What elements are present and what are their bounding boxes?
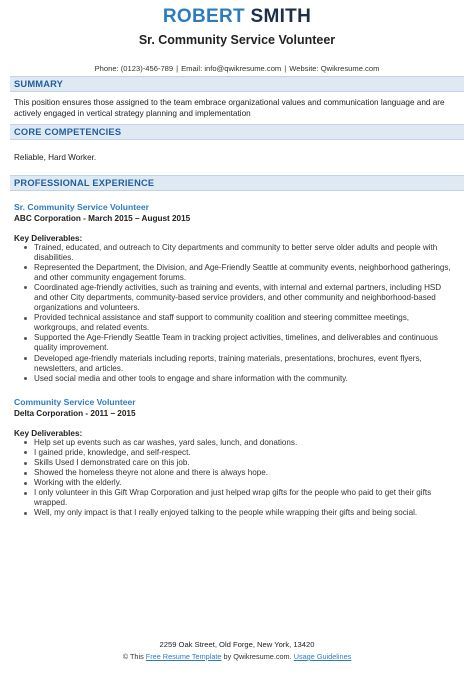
key-deliverables-label-1: Key Deliverables: [14, 233, 83, 243]
list-item: Trained, educated, and outreach to City departments and community to better serve older adults and people with disabilities. [34, 243, 454, 263]
key-deliverables-label-2: Key Deliverables: [14, 428, 83, 438]
list-item: Represented the Department, the Division, and Age-Friendly Seattle at community events, neighborhood gatherings, and other community engagement forums. [34, 263, 454, 283]
job-title-2: Community Service Volunteer [14, 396, 136, 407]
list-item: Coordinated age-friendly activities, such as training and events, with internal and external partners, including HSD and other City departments, community-based service providers, and other community and neighborhood-based organizations and volunteers. [34, 283, 454, 313]
section-heading-experience: PROFESSIONAL EXPERIENCE [10, 175, 464, 191]
contact-line [0, 64, 474, 73]
footer [0, 640, 474, 661]
deliverables-list-1 [0, 243, 474, 384]
summary-text: This position ensures those assigned to the team embrace organizational values and communication language and are actively engaged in vertical strategy planning and implementation [14, 98, 445, 118]
section-heading-summary: SUMMARY [10, 76, 464, 92]
job-title-1: Sr. Community Service Volunteer [14, 201, 149, 212]
first-name: ROBERT [162, 6, 245, 27]
list-item: I only volunteer in this Gift Wrap Corporation and just helped wrap gifts for the people who paid to get their gifts wrapped. [34, 488, 454, 508]
resume-title: Sr. Community Service Volunteer [138, 33, 336, 47]
job-company-2: Delta Corporation - 2011 – 2015 [14, 408, 136, 418]
list-item: Working with the elderly. [34, 478, 454, 488]
list-item: Provided technical assistance and staff support to community coalition and steering committee meetings, workgroups, and related events. [34, 313, 454, 333]
footer-credits [0, 652, 474, 661]
list-item: Skills Used I demonstrated care on this job. [34, 458, 454, 468]
list-item: Help set up events such as car washes, yard sales, lunch, and donations. [34, 438, 454, 448]
deliverables-list-2 [0, 438, 474, 519]
phone: Phone: (0123)-456-789 [94, 64, 174, 73]
candidate-name [0, 6, 474, 28]
resume-page [0, 6, 474, 676]
list-item: Used social media and other tools to engage and share information with the community. [34, 374, 454, 384]
list-item: I gained pride, knowledge, and self-respect. [34, 448, 454, 458]
free-template-link[interactable]: Free Resume Template [145, 652, 222, 661]
website[interactable]: Website: Qwikresume.com [289, 64, 380, 73]
by-text: by [223, 652, 232, 661]
footer-address: 2259 Oak Street, Old Forge, New York, 13420 [159, 640, 315, 649]
list-item: Showed the homeless theyre not alone and there is always hope. [34, 468, 454, 478]
list-item: Developed age-friendly materials including reports, training materials, presentations, brochures, event flyers, newsletters, and articles. [34, 354, 454, 374]
competencies-text: Reliable, Hard Worker. [14, 153, 97, 162]
section-heading-competencies: CORE COMPETENCIES [10, 124, 464, 140]
copyright-text: © This [122, 652, 144, 661]
list-item: Supported the Age-Friendly Seattle Team in tracking project activities, timelines, and deliverables and continuous quality improvement. [34, 333, 454, 353]
contact-separator: | [284, 64, 287, 73]
site-name[interactable]: Qwikresume.com [233, 652, 290, 661]
email[interactable]: Email: info@qwikresume.com [181, 64, 282, 73]
list-item: Well, my only impact is that I really enjoyed talking to the people while wrapping their gifts and being social. [34, 508, 454, 518]
contact-separator: | [176, 64, 179, 73]
footer-dot: . [289, 652, 292, 661]
usage-guidelines-link[interactable]: Usage Guidelines [293, 652, 352, 661]
last-name: SMITH [250, 6, 312, 27]
job-company-1: ABC Corporation - March 2015 – August 2015 [14, 213, 191, 223]
